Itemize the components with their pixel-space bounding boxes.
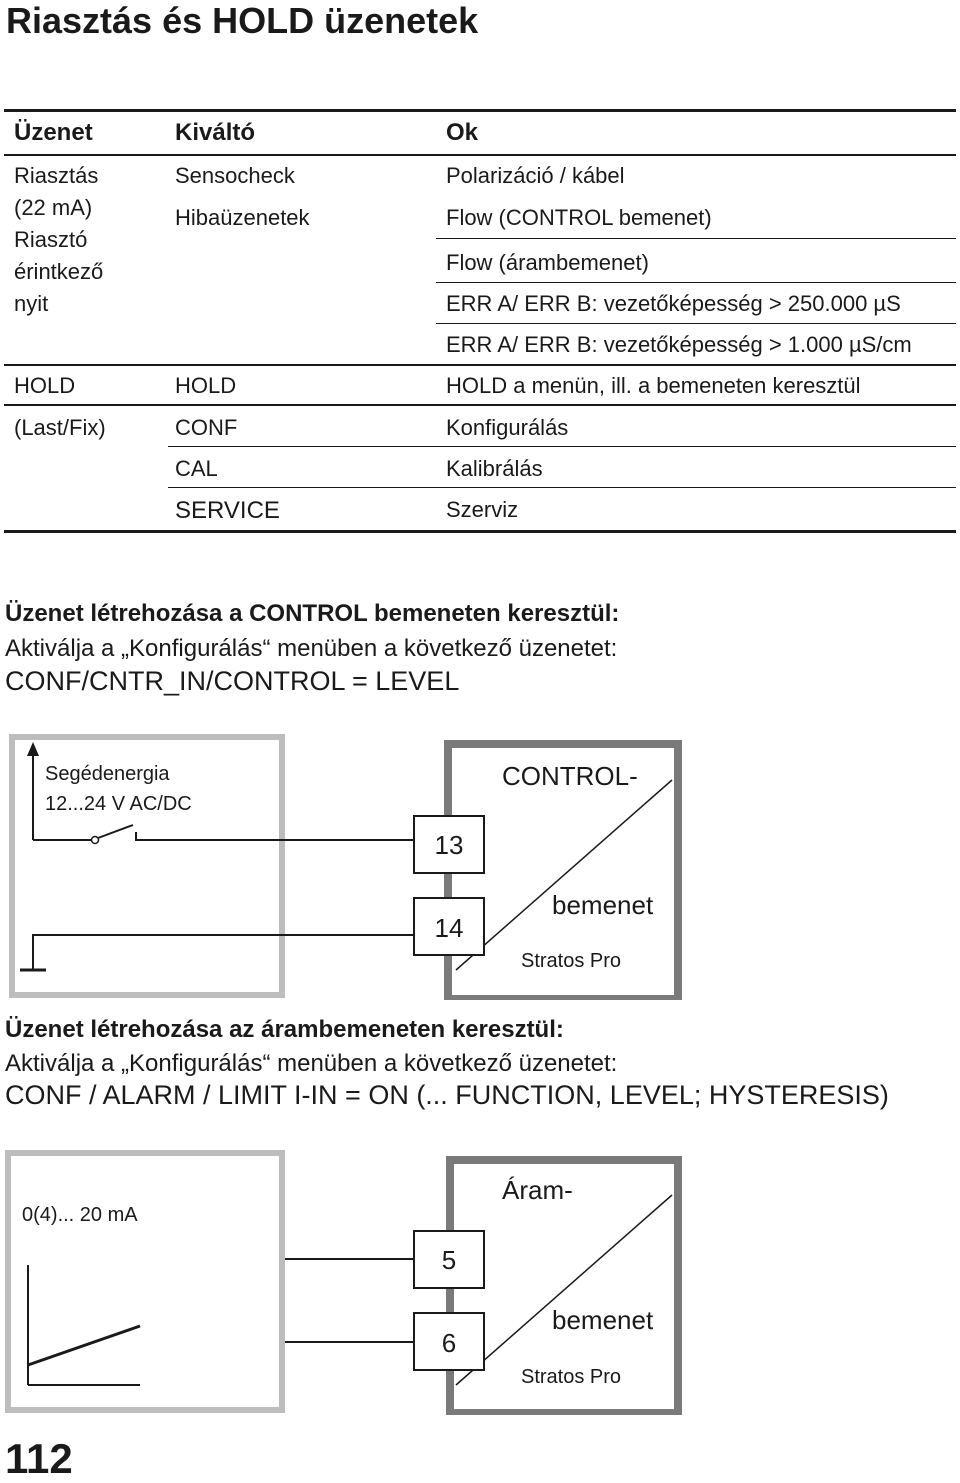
- table-header-kivalto: Kiváltó: [175, 119, 256, 146]
- section2-instruction: Aktiválja a „Konfigurálás“ menüben a következő üzenetet:: [5, 1050, 618, 1077]
- table-cell: HOLD: [14, 373, 76, 398]
- table-row-rule: [168, 487, 956, 488]
- supply-voltage-label: 12...24 V AC/DC: [45, 793, 192, 815]
- bemenet-label: bemenet: [552, 1305, 654, 1335]
- page-title: Riasztás és HOLD üzenetek: [6, 0, 479, 41]
- table-cell: Sensocheck: [175, 163, 295, 188]
- page-number: 112: [5, 1435, 73, 1482]
- control-input-wiring-diagram: [0, 730, 700, 1000]
- bemenet-label: bemenet: [552, 890, 654, 920]
- table-header-rule: [4, 154, 956, 156]
- section1-title: Üzenet létrehozása a CONTROL bemeneten keresztül:: [5, 600, 620, 627]
- table-row-rule: [436, 238, 956, 239]
- table-cell: Flow (CONTROL bemenet): [446, 205, 712, 230]
- table-cell: CONF: [175, 415, 238, 440]
- table-row-rule: [4, 364, 956, 366]
- terminal-14-label: 14: [434, 913, 464, 943]
- table-cell: Szerviz: [446, 497, 519, 522]
- table-bottom-rule: [4, 530, 956, 533]
- table-cell: Kalibrálás: [446, 456, 543, 481]
- device-label: Stratos Pro: [521, 1366, 622, 1388]
- external-circuit-frame: [8, 1153, 282, 1410]
- device-label: Stratos Pro: [521, 950, 622, 972]
- switch-contact-icon: [92, 837, 99, 844]
- table-cell: Riasztás: [14, 163, 99, 188]
- supply-label: Segédenergia: [45, 763, 170, 785]
- arrow-up-icon: [27, 742, 39, 756]
- table-cell: nyit: [14, 291, 49, 316]
- ground-wire: [33, 935, 415, 970]
- terminal-13-label: 13: [434, 830, 464, 860]
- table-row-rule: [436, 282, 956, 283]
- current-input-wiring-diagram: [0, 1145, 700, 1415]
- section1-command: CONF/CNTR_IN/CONTROL = LEVEL: [5, 666, 460, 696]
- current-input-label: Áram-: [502, 1175, 573, 1205]
- table-cell: HOLD a menün, ill. a bemeneten keresztül: [446, 373, 861, 398]
- table-row-rule: [168, 446, 956, 447]
- table-header-uzenet: Üzenet: [14, 119, 93, 146]
- table-cell: Flow (árambemenet): [446, 250, 649, 275]
- table-row-rule: [436, 323, 956, 324]
- table-cell: SERVICE: [175, 497, 280, 524]
- section2-command: CONF / ALARM / LIMIT I-IN = ON (... FUNCTION, LEVEL; HYSTERESIS): [5, 1080, 889, 1110]
- terminal-6-label: 6: [441, 1328, 457, 1358]
- terminal-5-label: 5: [441, 1245, 457, 1275]
- table-cell: Konfigurálás: [446, 415, 569, 440]
- table-cell: Riasztó: [14, 227, 88, 252]
- table-cell: CAL: [175, 456, 218, 481]
- current-range-label: 0(4)... 20 mA: [22, 1204, 138, 1226]
- table-cell: ERR A/ ERR B: vezetőképesség > 250.000 µS: [446, 291, 901, 316]
- table-cell: HOLD: [175, 373, 237, 398]
- section1-instruction: Aktiválja a „Konfigurálás“ menüben a következő üzenetet:: [5, 635, 618, 662]
- table-row-rule: [4, 404, 956, 406]
- table-cell: ERR A/ ERR B: vezetőképesség > 1.000 µS/cm: [446, 332, 912, 357]
- table-cell: (Last/Fix): [14, 415, 106, 440]
- table-cell: Polarizáció / kábel: [446, 163, 625, 188]
- table-cell: (22 mA): [14, 195, 93, 220]
- section2-title: Üzenet létrehozása az árambemeneten keresztül:: [5, 1016, 564, 1043]
- switch-wire: [136, 832, 415, 840]
- control-input-label: CONTROL-: [502, 761, 638, 791]
- table-cell: érintkező: [14, 259, 104, 284]
- table-header-ok: Ok: [446, 119, 479, 146]
- table-cell: Hibaüzenetek: [175, 205, 310, 230]
- current-ramp-line: [28, 1326, 140, 1365]
- switch-lever-icon: [98, 825, 133, 838]
- table-top-rule: [4, 109, 956, 112]
